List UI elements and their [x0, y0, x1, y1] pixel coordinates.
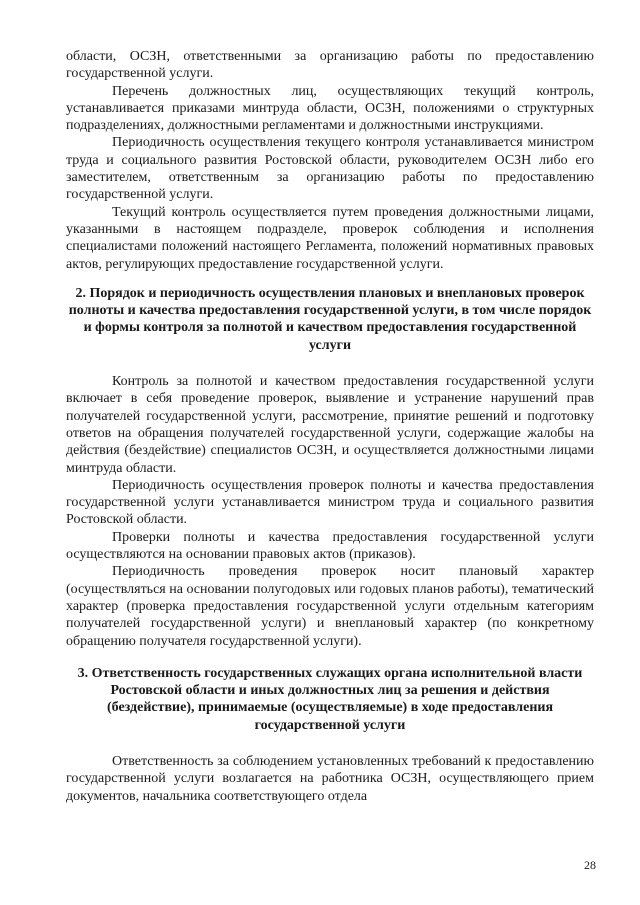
page-content: [66, 48, 594, 805]
paragraph-officials-list: Перечень должностных лиц, осуществляющих текущий контроль, устанавливается приказами минтруда области, ОСЗН, положениями о структурных подразделениях, должностными регламентами и должностными инструкциями.: [66, 83, 594, 134]
page-number: 28: [584, 858, 596, 872]
section-2-paragraph: Периодичность проведения проверок носит плановый характер (осуществляться на основании полугодовых или годовых планов работы), тематический характер (проверка предоставления государственной услуги отдельным категориям получателей государственной услуги) и внеплановый характер (по конкретному обращению получателя государственной услуги).: [66, 564, 594, 649]
section-3-paragraph: Ответственность за соблюдением установленных требований к предоставлению государственной услуги возлагается на работника ОСЗН, осуществляющего прием документов, начальника соответствующего отдела: [66, 753, 594, 804]
paragraph-continuation: области, ОСЗН, ответственными за организацию работы по предоставлению государственной услуги.: [66, 49, 594, 82]
section-3-heading: 3. Ответственность государственных служащих органа исполнительной власти Ростовской области и иных должностных лиц за решения и действия (бездействие), принимаемые (осуществляемые) в ходе предоставления государственной услуги: [77, 665, 583, 733]
section-2-paragraph: Периодичность осуществления проверок полноты и качества предоставления государственной услуги устанавливается министром труда и социального развития Ростовской области.: [66, 477, 594, 528]
paragraph-control-periodicity: Периодичность осуществления текущего контроля устанавливается министром труда и социального развития Ростовской области, руководителем ОСЗН либо его заместителем, ответственным за организацию работы по предоставлению государственной услуги.: [66, 135, 594, 203]
section-2-heading: 2. Порядок и периодичность осуществления плановых и внеплановых проверок полноты и качества предоставления государственной услуги, в том числе порядок и формы контроля за полнотой и качеством предоставления государственной услуги: [68, 285, 592, 353]
section-2-paragraph: Контроль за полнотой и качеством предоставления государственной услуги включает в себя проведение проверок, выявление и устранение нарушений прав получателей государственной услуги, рассмотрение, принятие решений и подготовку ответов на обращения получателей государственной услуги, содержащие жалобы на действия (бездействие) специалистов ОСЗН, и осуществляется должностными лицами минтруда области.: [66, 374, 594, 476]
section-2-paragraph: Проверки полноты и качества предоставления государственной услуги осуществляются на основании правовых актов (приказов).: [66, 529, 594, 563]
paragraph-current-control: Текущий контроль осуществляется путем проведения должностными лицами, указанными в настоящем подразделе, проверок соблюдения и исполнения специалистами положений настоящего Регламента, положений нормативных правовых актов, регулирующих предоставление государственной услуги.: [66, 204, 594, 272]
